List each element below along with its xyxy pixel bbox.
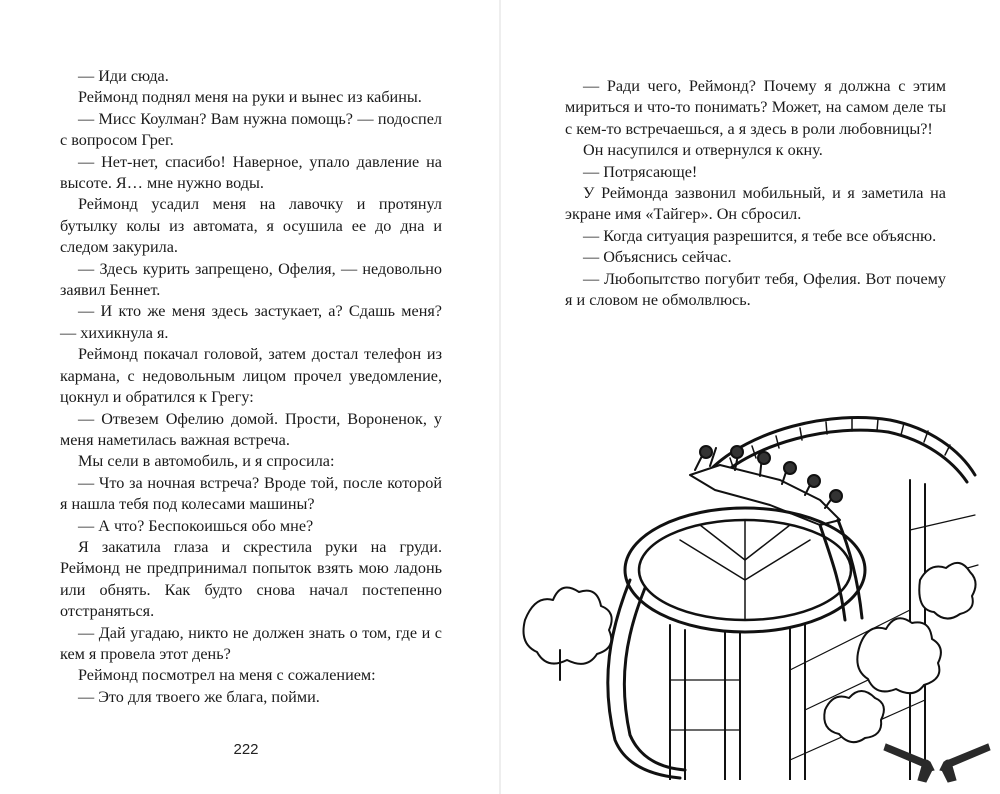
paragraph: Мы сели в автомобиль, и я спросила:: [78, 452, 335, 471]
paragraph: — Это для твоего же блага, пойми.: [78, 687, 320, 706]
page-number: 222: [233, 741, 259, 758]
paragraph: — Дай угадаю, никто не должен знать о том, где и с кем я провела этот день?: [60, 623, 442, 663]
left-page-text: [60, 66, 442, 708]
paragraph: Реймонд покачал головой, затем достал телефон из кармана, с недовольным лицом прочел уведомление, цокнул и обратился к Грегу:: [60, 345, 442, 407]
book-gutter: [499, 0, 501, 794]
paragraph: — Что за ночная встреча? Вроде той, после которой я нашла тебя под колесами машины?: [60, 473, 442, 514]
paragraph: Реймонд усадил меня на лавочку и протянул бутылку колы из автомата, я осушила ее до дна и следом закурила.: [60, 195, 442, 257]
paragraph: — А что? Беспокоишься обо мне?: [78, 516, 314, 535]
paragraph: — Ради чего, Реймонд? Почему я должна с этим мириться и что-то понимать? Может, на самом деле ты с кем-то встречаешься, а я здесь в роли любовницы?!: [565, 77, 946, 138]
paragraph: — Объяснись сейчас.: [583, 248, 732, 267]
paragraph: — Любопытство погубит тебя, Офелия. Вот почему я и словом не обмолвлюсь.: [565, 269, 946, 310]
paragraph: — Потрясающе!: [583, 162, 698, 181]
paragraph: — Мисс Коулман? Вам нужна помощь? — подоспел с вопросом Грег.: [60, 109, 442, 150]
paragraph: — Отвезем Офелию домой. Прости, Вороненок, у меня наметилась важная встреча.: [60, 409, 442, 449]
paragraph: Реймонд поднял меня на руки и вынес из кабины.: [78, 88, 422, 107]
crossed-revolvers-icon: [878, 736, 996, 786]
paragraph: — Когда ситуация разрешится, я тебе все объясню.: [583, 226, 937, 245]
paragraph: — Нет-нет, спасибо! Наверное, упало давление на высоте. Я… мне нужно воды.: [60, 152, 442, 193]
paragraph: Реймонд посмотрел на меня с сожалением:: [78, 666, 376, 685]
paragraph: — Иди сюда.: [78, 67, 169, 85]
paragraph: — И кто же меня здесь застукает, а? Сдашь меня? — хихикнула я.: [60, 302, 442, 342]
right-page-text: [565, 76, 946, 311]
roller-coaster-illustration-icon: [520, 380, 980, 780]
paragraph: Я закатила глаза и скрестила руки на груди. Реймонд не предпринимал попыток взять мою ладонь или обнять. Как будто снова начал постепенно отстраняться.: [60, 537, 442, 621]
paragraph: Он насупился и отвернулся к окну.: [583, 141, 823, 160]
paragraph: — Здесь курить запрещено, Офелия, — недовольно заявил Беннет.: [60, 259, 442, 300]
paragraph: У Реймонда зазвонил мобильный, и я заметила на экране имя «Тайгер». Он сбросил.: [565, 184, 946, 224]
